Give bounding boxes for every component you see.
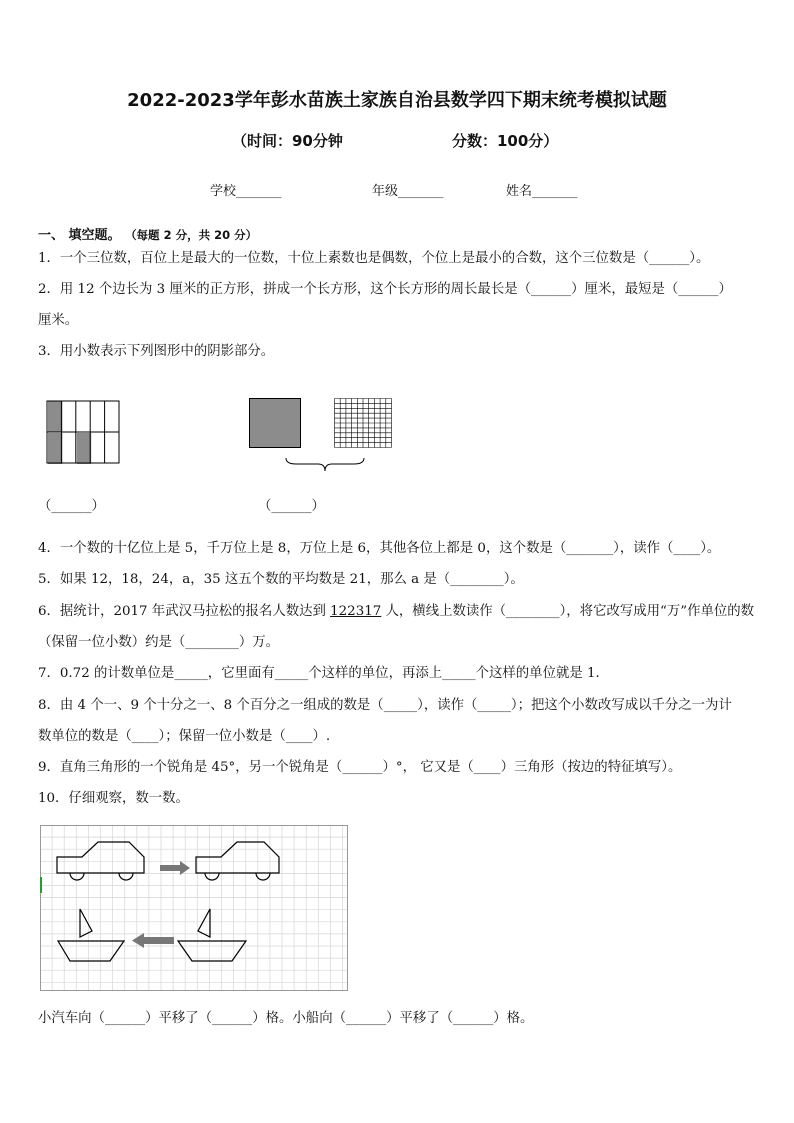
- q3-brace: [284, 456, 366, 474]
- q3-answer-blank-2[interactable]: （______）: [258, 499, 325, 514]
- q3-shaded-cell: [48, 401, 62, 432]
- question-6-line1: [38, 602, 754, 622]
- q3-hundred-grid: [334, 398, 392, 448]
- q3-shaded-cell: [48, 433, 62, 464]
- q3-square-figure: [249, 398, 301, 448]
- q3-shaded-cell: [77, 433, 91, 464]
- q3-shaded-square: [250, 399, 301, 448]
- q3-answer-blank-1[interactable]: （______）: [38, 499, 105, 514]
- question-10-answer[interactable]: 小汽车向（______）平移了（______）格。小船向（______）平移了（______）格。: [38, 1011, 534, 1026]
- exam-time: （时间：90分钟: [232, 132, 343, 150]
- question-4: 4．一个数的十亿位上是 5，千万位上是 8，万位上是 6，其他各位上都是 0，这个数是（_______），读作（____）。: [38, 541, 721, 556]
- q6-number: 122317: [330, 604, 382, 619]
- section-heading: [38, 224, 257, 243]
- page-title: 2022-2023学年彭水苗族土家族自治县数学四下期末统考模拟试题: [127, 90, 667, 111]
- name-field[interactable]: 姓名_______: [506, 184, 578, 199]
- question-3: 3．用小数表示下列图形中的阴影部分。: [38, 344, 275, 359]
- school-field[interactable]: 学校_______: [210, 184, 282, 199]
- q6-text-pre: 6．据统计，2017 年武汉马拉松的报名人数达到: [38, 604, 331, 619]
- exam-score: 分数：100分）: [452, 132, 559, 150]
- question-6-line2: （保留一位小数）约是（________）万。: [38, 635, 280, 650]
- boat-left: [58, 909, 124, 961]
- question-9: 9．直角三角形的一个锐角是 45°，另一个锐角是（______）°， 它又是（____）三角形（按边的特征填写）。: [38, 760, 682, 775]
- q10-translation-grid: [40, 825, 348, 991]
- question-10: 10．仔细观察，数一数。: [38, 791, 189, 806]
- section-note: （每题 2 分，共 20 分）: [125, 228, 258, 242]
- question-5: 5．如果 12，18，24，a，35 这五个数的平均数是 21，那么 a 是（________）。: [38, 572, 524, 587]
- section-title: 一、 填空题。: [38, 228, 121, 243]
- question-8-line2: 数单位的数是（____）；保留一位小数是（____）.: [38, 729, 331, 744]
- question-8-line1: 8．由 4 个一、9 个十分之一、8 个百分之一组成的数是（_____），读作（_____）；把这个小数改写成以千分之一为计: [38, 698, 732, 713]
- question-2-line1: 2．用 12 个边长为 3 厘米的正方形，拼成一个长方形，这个长方形的周长最长是（______）厘米，最短是（______）: [38, 282, 732, 297]
- q6-text-post: 人，横线上数读作（________），将它改写成用“万”作单位的数: [381, 604, 755, 619]
- boat-right: [178, 909, 246, 961]
- grade-field[interactable]: 年级_______: [372, 184, 444, 199]
- question-1: 1．一个三位数，百位上是最大的一位数，十位上素数也是偶数，个位上是最小的合数，这个三位数是（______）。: [38, 251, 710, 266]
- question-7: 7．0.72 的计数单位是_____，它里面有_____个这样的单位，再添上_____个这样的单位就是 1．: [38, 666, 609, 681]
- q3-rectangle-figure: [46, 400, 120, 464]
- question-2-line2: 厘米。: [38, 313, 79, 328]
